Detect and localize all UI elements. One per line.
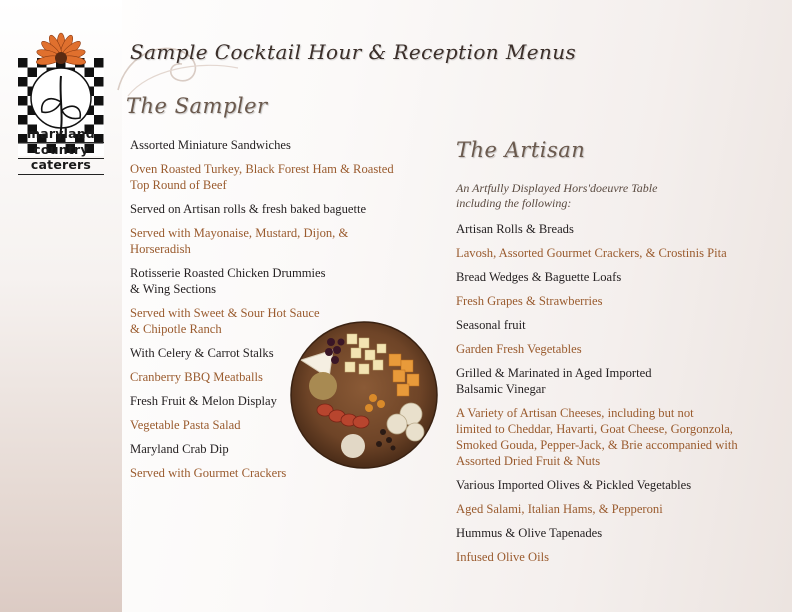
menu-item: Aged Salami, Italian Hams, & Pepperoni bbox=[456, 502, 663, 516]
menu-item: Maryland Crab Dip bbox=[130, 442, 229, 456]
menu-item: Rotisserie Roasted Chicken Drummies & Wing Sections bbox=[130, 266, 326, 296]
menu-item: Infused Olive Oils bbox=[456, 550, 550, 564]
menu-item: Served with Gourmet Crackers bbox=[130, 466, 287, 480]
menu-item: Served with Sweet & Sour Hot Sauce & Chipotle Ranch bbox=[130, 306, 320, 336]
menu-item: Bread Wedges & Baguette Loafs bbox=[456, 270, 622, 284]
food-platter-image bbox=[289, 320, 439, 470]
menu-item: Lavosh, Assorted Gourmet Crackers, & Crostinis Pita bbox=[456, 246, 727, 260]
menu-item: Served on Artisan rolls & fresh baked baguette bbox=[130, 202, 367, 216]
menu-item: Seasonal fruit bbox=[456, 318, 526, 332]
menu-item: Cranberry BBQ Meatballs bbox=[130, 370, 263, 384]
logo-text-maryland: maryland bbox=[27, 126, 95, 141]
logo-divider bbox=[18, 174, 104, 175]
menu-item: Oven Roasted Turkey, Black Forest Ham & Roasted Top Round of Beef bbox=[130, 162, 394, 192]
section-title-sampler: The Sampler bbox=[126, 94, 268, 118]
menu-item: A Variety of Artisan Cheeses, including but not limited to Cheddar, Havarti, Goat Cheese, Gorgonzola, Smoked Gouda, Pepper-Jack, & Brie accompanied with Assorted Dried Fruit & Nuts bbox=[456, 406, 738, 468]
section-title-artisan: The Artisan bbox=[456, 138, 586, 162]
logo-text-caterers: caterers bbox=[30, 157, 92, 172]
menu-item: Fresh Grapes & Strawberries bbox=[456, 294, 603, 308]
flower-icon bbox=[36, 33, 87, 66]
menu-item: Hummus & Olive Tapenades bbox=[456, 526, 603, 540]
menu-item: Various Imported Olives & Pickled Vegetables bbox=[456, 478, 692, 492]
menu-item: Grilled & Marinated in Aged Imported Balsamic Vinegar bbox=[456, 366, 652, 396]
menu-item: With Celery & Carrot Stalks bbox=[130, 346, 274, 360]
menu-item: Garden Fresh Vegetables bbox=[456, 342, 582, 356]
artisan-intro: An Artfully Displayed Hors'doeuvre Table including the following: bbox=[456, 181, 658, 210]
artisan-menu-list bbox=[456, 181, 786, 573]
menu-item: Assorted Miniature Sandwiches bbox=[130, 138, 291, 152]
menu-item: Served with Mayonaise, Mustard, Dijon, & Horseradish bbox=[130, 226, 349, 256]
page-title: Sample Cocktail Hour & Reception Menus bbox=[130, 40, 577, 64]
menu-item: Vegetable Pasta Salad bbox=[130, 418, 241, 432]
logo-text-country: country bbox=[33, 142, 89, 157]
menu-item: Fresh Fruit & Melon Display bbox=[130, 394, 277, 408]
menu-item: Artisan Rolls & Breads bbox=[456, 222, 574, 236]
